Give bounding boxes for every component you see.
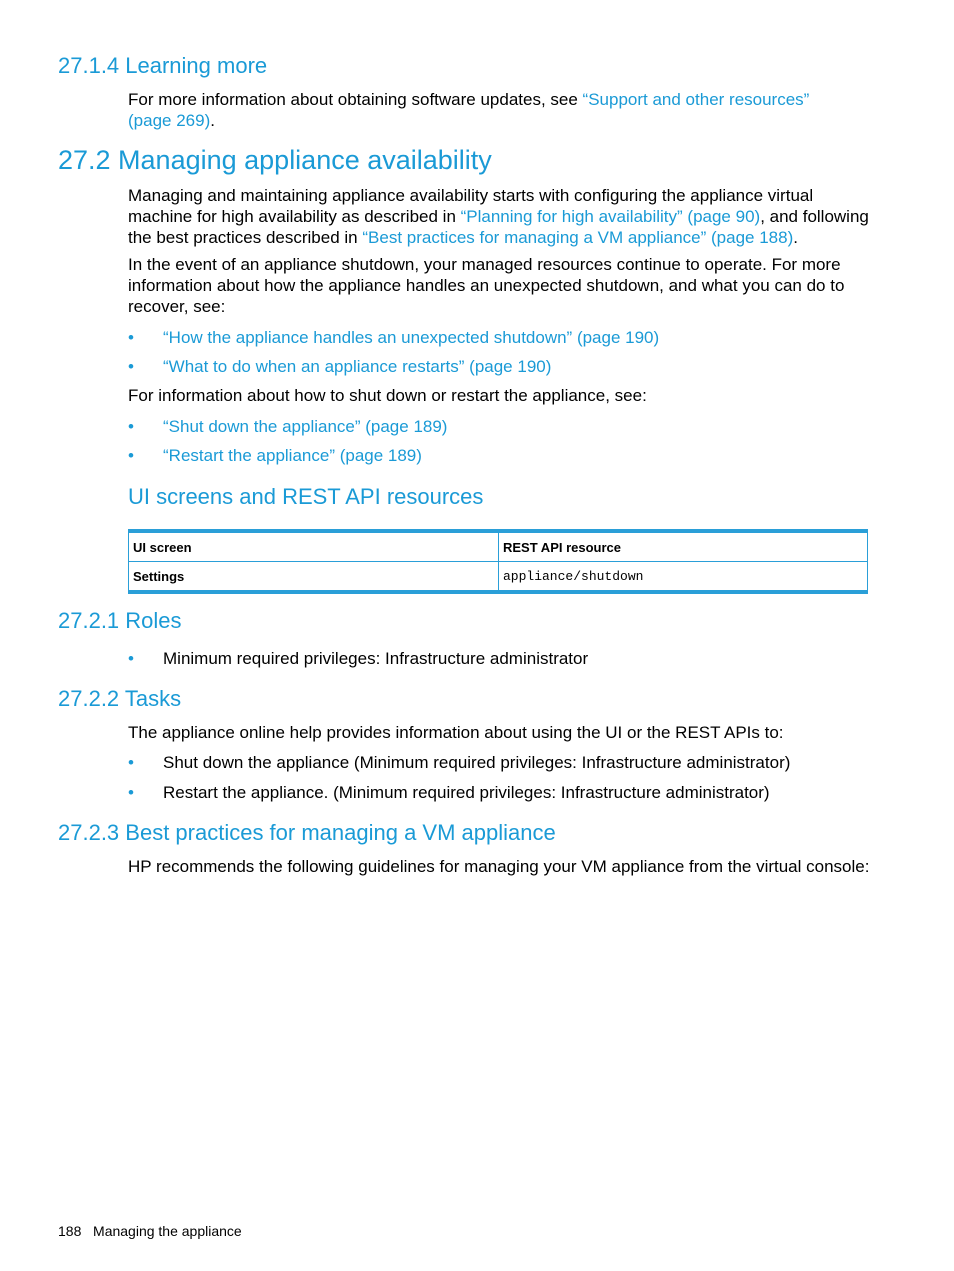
managing-p1-text: Managing and maintaining appliance availability starts with configuring the appliance virtual machine for high availability as described in [128,186,814,226]
support-resources-link[interactable]: “Support and other resources” (page 269) [128,90,810,130]
restart-appliance-link[interactable]: “Restart the appliance” (page 189) [163,446,422,465]
roles-bullet-text: Minimum required privileges: Infrastructure administrator [163,649,589,668]
appliance-restarts-link[interactable]: “What to do when an appliance restarts” (page 190) [163,357,552,376]
managing-p1-mid: , and following the best practices described in [128,207,869,247]
bullet-icon: • [128,753,134,772]
heading-tasks: 27.2.2 Tasks [58,686,182,711]
managing-paragraph-1 [128,185,873,248]
managing-paragraph-2: In the event of an appliance shutdown, your managed resources continue to operate. For more information about how the appliance handles an unexpected shutdown, and what you can do to recover, see: [128,255,845,316]
table-header-cell: UI screen [129,533,499,562]
resources-table-wrapper [128,529,868,594]
heading-ui-screens: UI screens and REST API resources [128,484,484,509]
table-header-cell: REST API resource [499,533,868,562]
learning-more-text-end: . [210,111,215,130]
footer-section-title: Managing the appliance [93,1223,242,1239]
managing-p1-end: . [793,228,798,247]
shut-down-appliance-link[interactable]: “Shut down the appliance” (page 189) [163,417,448,436]
resources-table [128,532,868,591]
table-cell: Settings [129,562,499,591]
heading-learning-more: 27.1.4 Learning more [58,53,268,78]
bullet-icon: • [128,417,134,436]
learning-more-text: For more information about obtaining software updates, see [128,90,583,109]
bullet-icon: • [128,357,134,376]
planning-high-availability-link[interactable]: “Planning for high availability” (page 90) [460,207,761,226]
tasks-intro: The appliance online help provides information about using the UI or the REST APIs to: [128,723,784,742]
best-practices-link[interactable]: “Best practices for managing a VM appliance” (page 188) [362,228,794,247]
table-row [129,562,868,591]
table-header-row [129,533,868,562]
tasks-bullet-text: Shut down the appliance (Minimum required privileges: Infrastructure administrator) [163,753,791,772]
table-cell: appliance/shutdown [499,562,868,591]
bullet-icon: • [128,446,134,465]
unexpected-shutdown-link[interactable]: “How the appliance handles an unexpected shutdown” (page 190) [163,328,660,347]
managing-paragraph-3: For information about how to shut down or restart the appliance, see: [128,386,647,405]
best-practices-text: HP recommends the following guidelines for managing your VM appliance from the virtual console: [128,857,870,876]
heading-managing-availability: 27.2 Managing appliance availability [58,145,492,175]
bullet-icon: • [128,328,134,347]
learning-more-paragraph [128,89,848,131]
page-footer [58,1223,242,1239]
heading-best-practices: 27.2.3 Best practices for managing a VM appliance [58,820,556,845]
page-number: 188 [58,1223,82,1239]
bullet-icon: • [128,783,134,802]
heading-roles: 27.2.1 Roles [58,608,182,633]
bullet-icon: • [128,649,134,668]
tasks-bullet-text: Restart the appliance. (Minimum required privileges: Infrastructure administrator) [163,783,770,802]
